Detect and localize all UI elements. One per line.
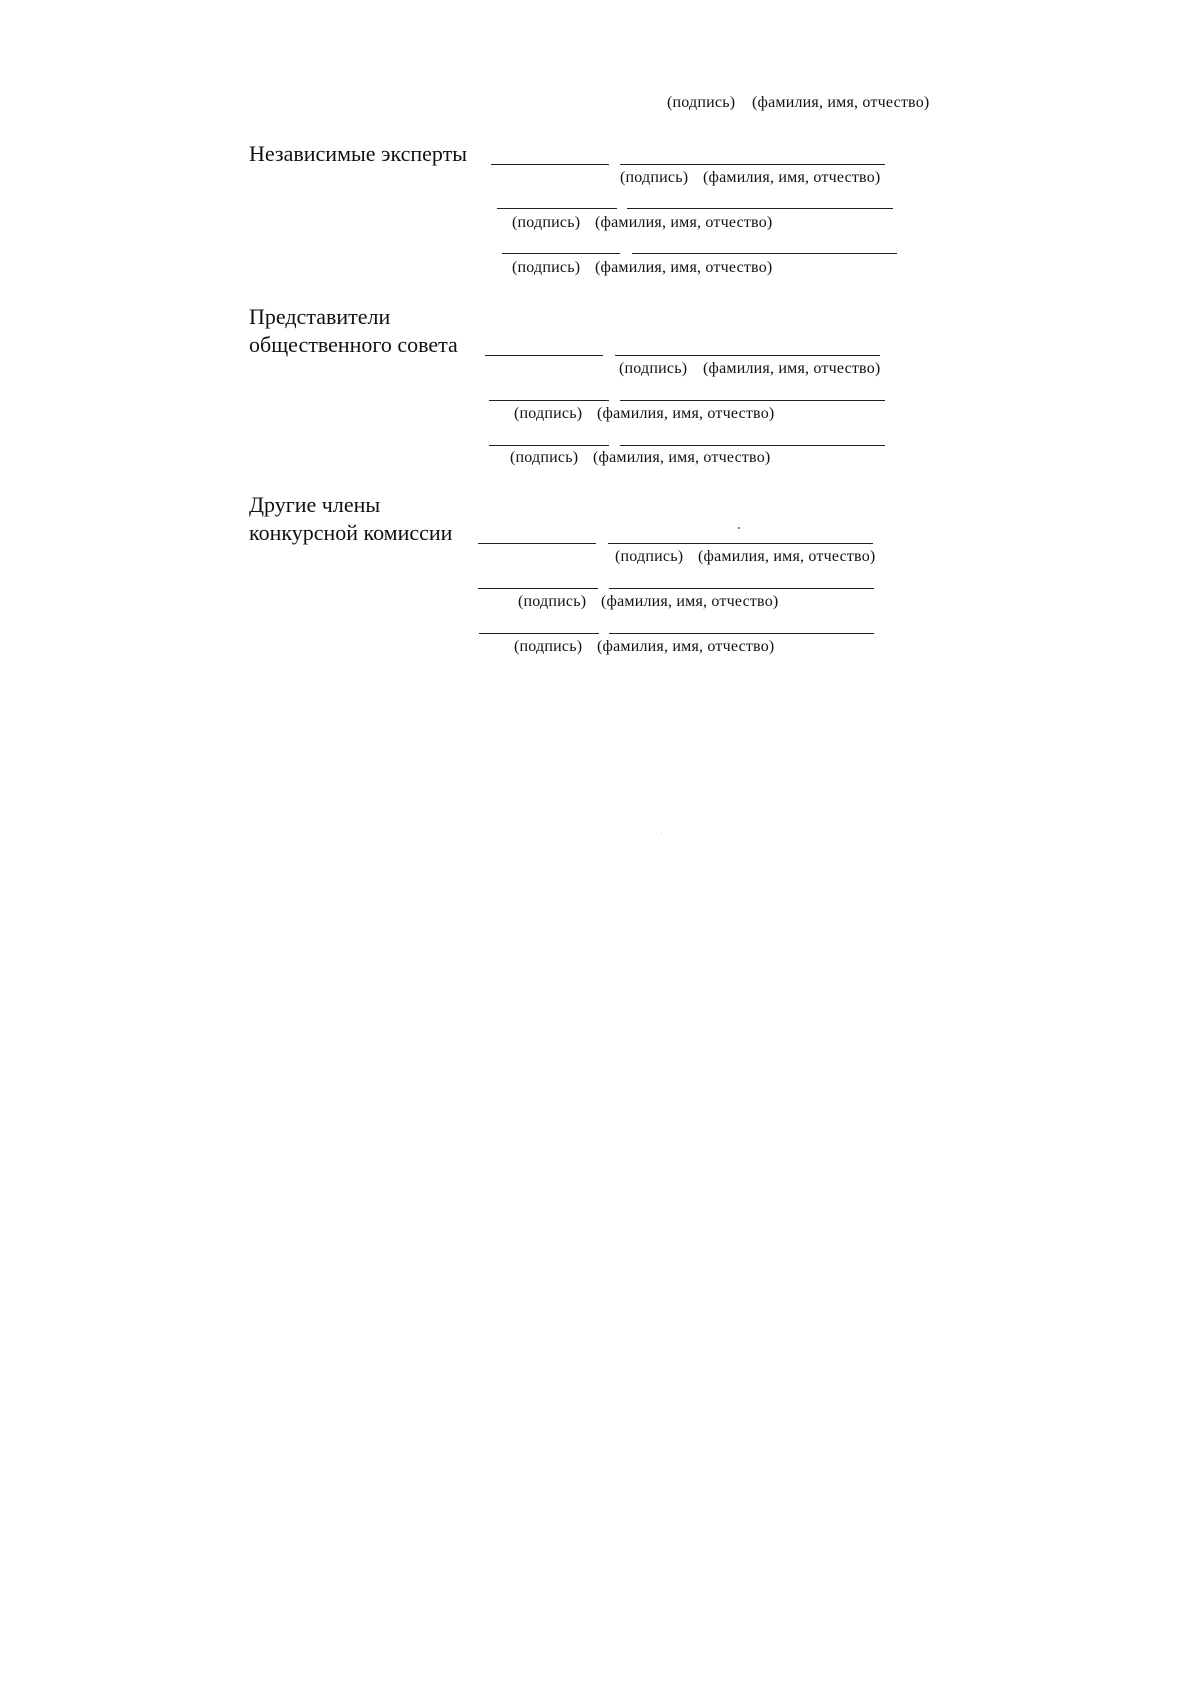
full-name-caption: (фамилия, имя, отчество) <box>593 449 771 466</box>
full-name-caption: (фамилия, имя, отчество) <box>703 360 881 377</box>
signature-line <box>478 543 596 544</box>
full-name-line <box>620 400 885 401</box>
signature-caption: (подпись) <box>512 259 581 276</box>
signature-line <box>489 400 609 401</box>
section-title-line2: общественного совета <box>249 332 458 357</box>
full-name-line <box>620 164 885 165</box>
full-name-line <box>609 633 874 634</box>
full-name-line <box>627 208 893 209</box>
full-name-caption: (фамилия, имя, отчество) <box>597 405 775 422</box>
signature-line <box>485 355 603 356</box>
full-name-line <box>608 543 873 544</box>
signature-caption: (подпись) <box>620 169 689 186</box>
full-name-caption: (фамилия, имя, отчество) <box>698 548 876 565</box>
full-name-caption: (фамилия, имя, отчество) <box>595 214 773 231</box>
section-title: Независимые эксперты <box>249 141 468 166</box>
section-title-line1: Представители <box>249 304 391 329</box>
signature-caption: (подпись) <box>514 405 583 422</box>
full-name-caption: (фамилия, имя, отчество) <box>601 593 779 610</box>
full-name-line <box>615 355 880 356</box>
full-name-caption: (фамилия, имя, отчество) <box>597 638 775 655</box>
full-name-caption: (фамилия, имя, отчество) <box>595 259 773 276</box>
signature-line <box>491 164 609 165</box>
full-name-caption: (фамилия, имя, отчество) <box>703 169 881 186</box>
signature-caption: (подпись) <box>510 449 579 466</box>
signature-caption: (подпись) <box>512 214 581 231</box>
signature-caption: (подпись) <box>667 94 736 111</box>
full-name-line <box>632 253 897 254</box>
section-title-line2: конкурсной комиссии <box>249 520 453 545</box>
signature-line <box>478 588 598 589</box>
signature-caption: (подпись) <box>514 638 583 655</box>
scan-speck <box>661 832 662 833</box>
full-name-caption: (фамилия, имя, отчество) <box>752 94 930 111</box>
signature-line <box>497 208 617 209</box>
signature-caption: (подпись) <box>615 548 684 565</box>
signature-line <box>502 253 620 254</box>
signature-caption: (подпись) <box>518 593 587 610</box>
section-title-line1: Другие члены <box>249 492 381 517</box>
scan-speck <box>738 527 740 529</box>
full-name-line <box>609 588 874 589</box>
signature-line <box>479 633 599 634</box>
signature-line <box>489 445 609 446</box>
full-name-line <box>620 445 885 446</box>
signature-caption: (подпись) <box>619 360 688 377</box>
